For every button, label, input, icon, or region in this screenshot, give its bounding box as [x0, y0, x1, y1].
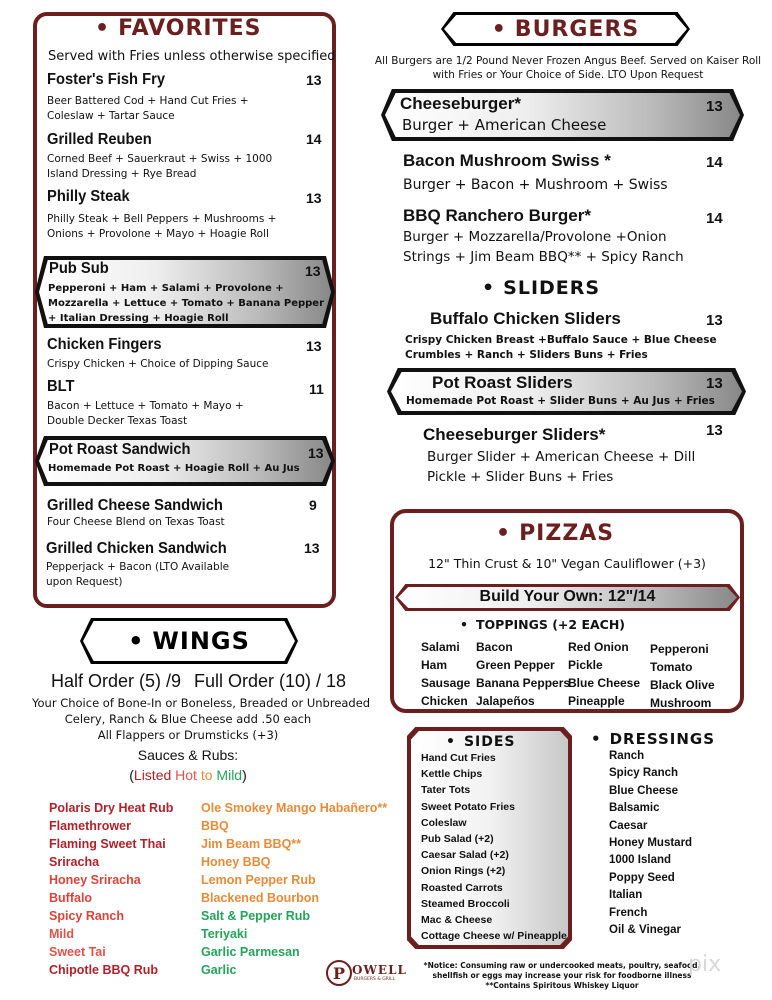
legend-hot: Hot — [175, 767, 197, 783]
item-desc: Crispy Chicken Breast +Buffalo Sauce + Blue Cheese Crumbles + Ranch + Sliders Buns + Fries — [405, 334, 717, 361]
toppings-title: • TOPPINGS (+2 EACH) — [460, 617, 625, 632]
sauce-item: Spicy Ranch — [49, 909, 125, 923]
dressings-list — [609, 748, 692, 939]
item-desc: Beer Battered Cod + Hand Cut Fries + Coleslaw + Tartar Sauce — [47, 95, 249, 122]
side-item: Tater Tots — [421, 784, 471, 797]
item-price: 13 — [304, 540, 320, 556]
spirits-notice: **Contains Spiritous Whiskey Liquor — [485, 981, 639, 990]
topping-item: Salami — [421, 640, 460, 654]
topping-item: Pineapple — [568, 694, 625, 708]
dressing-item: Balsamic — [609, 802, 660, 815]
toppings-col-3 — [568, 638, 640, 710]
topping-item: Tomato — [650, 660, 693, 674]
dressing-item: Blue Cheese — [609, 784, 679, 797]
legend-mild: Mild — [216, 767, 243, 783]
item-name: Philly Steak — [47, 188, 130, 205]
dressing-item: Poppy Seed — [609, 871, 675, 884]
sliders-title: • SLIDERS — [482, 277, 601, 299]
item-price: 14 — [706, 154, 723, 171]
item-name: Cheeseburger* — [400, 94, 521, 113]
dressings-title: • DRESSINGS — [591, 730, 716, 748]
item-name: Pub Sub — [49, 260, 109, 277]
side-item: Pub Salad (+2) — [421, 833, 494, 846]
sauce-item: BBQ — [201, 819, 229, 833]
side-item: Caesar Salad (+2) — [421, 849, 509, 862]
item-price: 13 — [706, 98, 723, 115]
item-price: 9 — [309, 497, 317, 513]
wings-title: • WINGS — [128, 627, 250, 655]
item-name: Pot Roast Sandwich — [49, 441, 191, 458]
side-item: Roasted Carrots — [421, 881, 503, 894]
item-name: Chicken Fingers — [47, 336, 162, 353]
item-desc: Burger Slider + American Cheese + Dill Pickle + Slider Buns + Fries — [427, 449, 696, 485]
sauce-item: Polaris Dry Heat Rub — [49, 801, 174, 815]
side-item: Steamed Broccoli — [421, 897, 510, 910]
wings-info-2: Celery, Ranch & Blue Cheese add .50 each — [64, 712, 312, 726]
topping-item: Mushroom — [650, 696, 712, 710]
sauce-item: Blackened Bourbon — [201, 891, 320, 905]
logo-text: OWELL — [352, 963, 407, 977]
wings-full-order: Full Order (10) / 18 — [194, 671, 347, 691]
sauce-item: Buffalo — [49, 891, 93, 905]
item-desc: Pepperjack + Bacon (LTO Available upon Request) — [46, 561, 230, 588]
sauce-item: Sweet Tai — [49, 945, 106, 959]
dressing-item: Italian — [609, 889, 643, 902]
dressing-item: Oil & Vinegar — [609, 924, 682, 937]
topping-item: Banana Peppers — [476, 676, 571, 690]
item-price: 13 — [706, 375, 723, 392]
sauce-item: Flaming Sweet Thai — [49, 837, 166, 851]
legend-to: to — [200, 767, 213, 783]
item-price: 14 — [306, 131, 322, 147]
item-desc: Burger + American Cheese — [402, 116, 607, 134]
item-price: 11 — [309, 381, 324, 397]
sauce-item: Mild — [49, 927, 74, 941]
sauce-item: Honey Sriracha — [49, 873, 141, 887]
wings-info-3: All Flappers or Drumsticks (+3) — [97, 728, 279, 742]
sauce-item: Salt & Pepper Rub — [201, 909, 311, 923]
item-name: Foster's Fish Fry — [47, 71, 166, 88]
watermark: pix — [688, 952, 722, 977]
topping-item: Pepperoni — [650, 642, 709, 656]
sauces-legend: (Listed Hot to Mild) — [129, 767, 247, 783]
item-name: Grilled Chicken Sandwich — [46, 540, 227, 557]
sides-title: • SIDES — [446, 734, 516, 750]
item-desc: Philly Steak + Bell Peppers + Mushrooms + Onions + Provolone + Mayo + Hoagie Roll — [47, 213, 277, 240]
topping-item: Jalapeños — [476, 694, 535, 708]
item-desc: Burger + Bacon + Mushroom + Swiss — [403, 177, 668, 193]
item-name: BLT — [47, 378, 75, 395]
cheeseburger-highlight — [381, 89, 744, 141]
side-item: Kettle Chips — [421, 768, 483, 781]
burgers-title-box — [441, 12, 690, 46]
allergy-notice-1: *Notice: Consuming raw or undercooked meats, poultry, seafood, — [423, 961, 701, 970]
item-price: 13 — [706, 312, 723, 329]
item-desc: Bacon + Lettuce + Tomato + Mayo + Double Decker Texas Toast — [47, 400, 244, 427]
sauce-item: Ole Smokey Mango Habañero** — [201, 801, 388, 815]
toppings-col-2 — [476, 638, 570, 710]
sauce-item: Chipotle BBQ Rub — [49, 963, 159, 977]
item-name: Grilled Cheese Sandwich — [47, 497, 223, 514]
item-name: Buffalo Chicken Sliders — [430, 309, 621, 328]
dressing-item: Honey Mustard — [609, 837, 693, 850]
pot-roast-sandwich-highlight — [35, 436, 335, 486]
topping-item: Red Onion — [568, 640, 629, 654]
sauce-item: Lemon Pepper Rub — [201, 873, 316, 887]
sauce-item: Honey BBQ — [201, 855, 271, 869]
wings-half-order: Half Order (5) /9 — [51, 671, 182, 691]
topping-item: Blue Cheese — [568, 676, 641, 690]
dressing-item: French — [609, 906, 648, 919]
item-name: Pot Roast Sliders — [432, 373, 573, 392]
pot-roast-sliders-highlight — [387, 368, 746, 415]
item-desc: Four Cheese Blend on Texas Toast — [47, 516, 225, 528]
sides-list — [421, 750, 567, 944]
item-name: BBQ Ranchero Burger* — [403, 206, 591, 225]
side-item: Onion Rings (+2) — [421, 865, 506, 878]
dressing-item: Caesar — [609, 819, 648, 832]
burgers-title: • BURGERS — [491, 16, 640, 42]
sauce-item: Garlic — [201, 963, 237, 977]
item-price: 13 — [306, 190, 322, 206]
wings-info-1: Your Choice of Bone-In or Boneless, Breaded or Unbreaded — [32, 696, 371, 710]
item-price: 13 — [306, 338, 322, 354]
sauces-title: Sauces & Rubs: — [137, 747, 239, 763]
toppings-col-1 — [421, 638, 470, 710]
topping-item: Sausage — [421, 676, 471, 690]
item-name: Bacon Mushroom Swiss * — [403, 151, 611, 170]
burgers-intro: All Burgers are 1/2 Pound Never Frozen Angus Beef. Served on Kaiser Roll with Fries or Your Choice of Side. LTO Upon Request — [374, 55, 762, 81]
topping-item: Pickle — [568, 658, 603, 672]
legend-listed: Listed — [133, 767, 172, 783]
topping-item: Ham — [421, 658, 448, 672]
item-price: 14 — [706, 210, 723, 227]
build-your-own-bar — [395, 584, 740, 611]
favorites-subtitle: Served with Fries unless otherwise specified — [48, 49, 336, 64]
side-item: Hand Cut Fries — [421, 752, 496, 764]
item-name: Cheeseburger Sliders* — [423, 425, 606, 444]
item-price: 13 — [305, 263, 321, 279]
item-desc: Homemade Pot Roast + Hoagie Roll + Au Jus — [48, 463, 300, 474]
item-name: Grilled Reuben — [47, 131, 152, 148]
sauce-item: Jim Beam BBQ** — [201, 837, 302, 851]
sauces-list-hot — [49, 799, 173, 979]
sauce-item: Teriyaki — [201, 927, 248, 941]
item-desc: Homemade Pot Roast + Slider Buns + Au Jus + Fries — [406, 395, 715, 407]
item-desc: Corned Beef + Sauerkraut + Swiss + 1000 Island Dressing + Rye Bread — [47, 153, 273, 180]
item-desc: Pepperoni + Ham + Salami + Provolone + Mozzarella + Lettuce + Tomato + Banana Pepper + Italian Dressing + Hoagie Roll — [48, 283, 325, 324]
side-item: Coleslaw — [421, 816, 467, 829]
build-your-own-label: Build Your Own: 12"/14 — [479, 588, 656, 605]
sauces-list-mild — [201, 799, 387, 979]
topping-item: Bacon — [476, 640, 513, 654]
logo-circle: P — [326, 960, 352, 986]
item-price: 13 — [306, 72, 322, 88]
sauce-item: Garlic Parmesan — [201, 945, 300, 959]
item-price: 13 — [706, 422, 723, 439]
toppings-col-4 — [650, 640, 715, 712]
pizzas-subtitle: 12" Thin Crust & 10" Vegan Cauliflower (+3) — [428, 556, 706, 571]
side-item: Cottage Cheese w/ Pineapple — [421, 930, 567, 943]
dressing-item: Ranch — [609, 750, 645, 762]
pub-sub-highlight — [35, 256, 335, 328]
topping-item: Green Pepper — [476, 658, 555, 672]
dressing-item: Spicy Ranch — [609, 767, 679, 780]
logo-subtext: BURGERS & GRILL — [354, 977, 396, 982]
dressing-item: 1000 Island — [609, 854, 672, 867]
pizzas-title: • PIZZAS — [496, 521, 615, 546]
sauce-item: Sriracha — [49, 855, 100, 869]
topping-item: Chicken — [421, 694, 468, 708]
side-item: Sweet Potato Fries — [421, 800, 515, 813]
item-desc: Crispy Chicken + Choice of Dipping Sauce — [47, 358, 269, 370]
topping-item: Black Olive — [650, 678, 715, 692]
restaurant-logo — [326, 960, 407, 990]
allergy-notice-2: shellfish or eggs may increase your risk for foodborne illness — [432, 971, 692, 980]
favorites-title: • FAVORITES — [95, 16, 262, 41]
item-desc: Burger + Mozzarella/Provolone +Onion Strings + Jim Beam BBQ** + Spicy Ranch — [403, 229, 684, 265]
sauce-item: Flamethrower — [49, 819, 131, 833]
item-price: 13 — [308, 445, 324, 461]
side-item: Mac & Cheese — [421, 914, 493, 927]
wings-title-box — [80, 618, 298, 664]
